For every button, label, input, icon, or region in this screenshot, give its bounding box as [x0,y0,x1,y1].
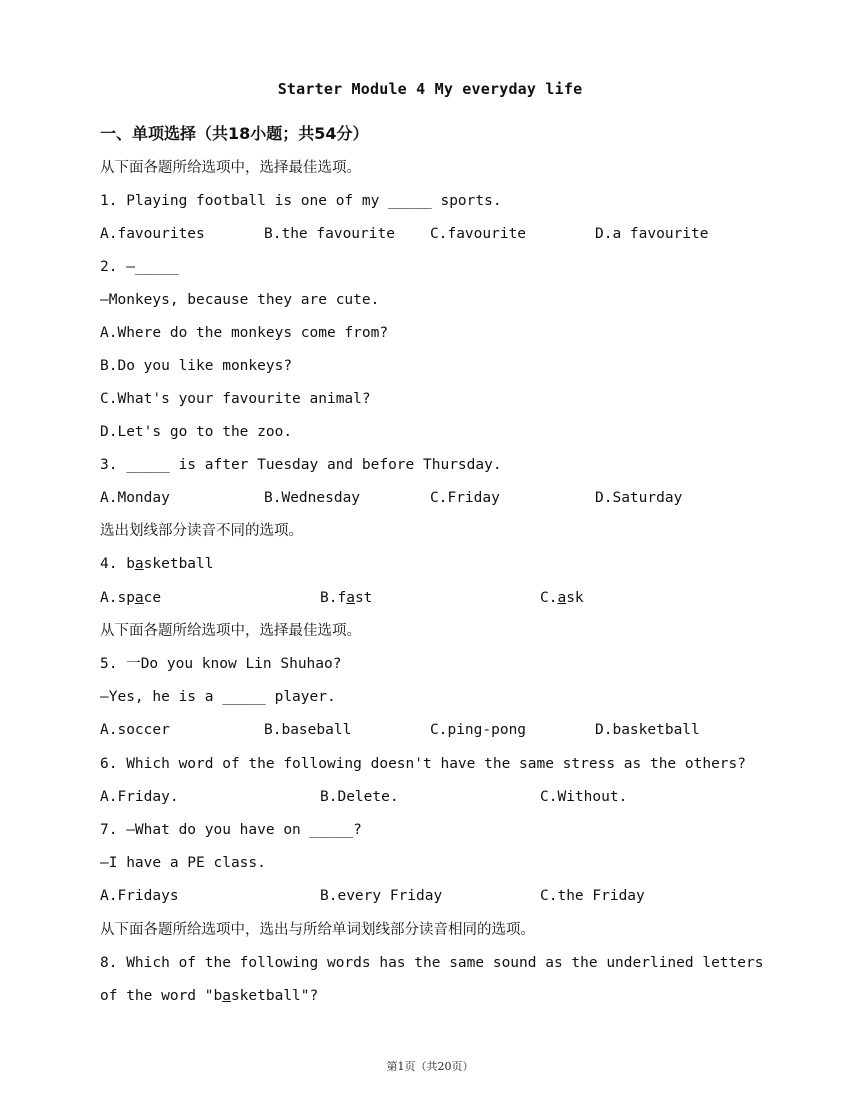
question-6: 6. Which word of the following doesn't have the same stress as the others? [100,756,747,772]
instruction-best-option-2: 从下面各题所给选项中，选择最佳选项。 [100,623,361,639]
q4-option-c [540,588,584,608]
q3-option-a: A.Monday [100,490,170,506]
q5-option-d: D.basketball [595,722,700,738]
q4-prefix: 4. b [100,556,135,572]
question-5: 5. 一Do you know Lin Shuhao? [100,656,342,672]
question-4 [100,554,214,574]
q6-option-b: B.Delete. [320,789,399,805]
q6-option-c: C.Without. [540,789,628,805]
q4-a-post: ce [143,590,162,606]
q6-option-a: A.Friday. [100,789,179,805]
q8-underlined-letter: a [222,988,231,1004]
q4-a-underlined: a [134,590,144,606]
q4-b-underlined: a [346,590,355,606]
question-1: 1. Playing football is one of my _____ sports. [100,193,502,209]
q4-option-a [100,588,161,608]
q2-option-c: C.What's your favourite animal? [100,391,371,407]
q1-option-b: B.the favourite [264,226,395,242]
q4-option-b [320,588,372,608]
instruction-different-sound: 选出划线部分读音不同的选项。 [100,523,303,539]
q7-reply: —I have a PE class. [100,855,266,871]
q5-reply: —Yes, he is a _____ player. [100,689,336,705]
q1-option-c: C.favourite [430,226,527,242]
q3-option-b: B.Wednesday [264,490,361,506]
q3-option-c: C.Friday [430,490,500,506]
section-heading: 一、单项选择（共18小题；共54分） [100,124,369,143]
q4-c-pre: C. [540,590,558,606]
question-3: 3. _____ is after Tuesday and before Thursday. [100,457,502,473]
q7-option-b: B.every Friday [320,888,443,904]
page-title: Starter Module 4 My everyday life [277,80,583,98]
q4-b-pre: B.f [320,590,347,606]
q5-option-a: A.soccer [100,722,170,738]
q2-option-d: D.Let's go to the zoo. [100,424,293,440]
q5-option-c: C.ping-pong [430,722,527,738]
q4-c-underlined: a [557,590,567,606]
page-footer: 第1页（共20页） [386,1060,474,1073]
question-7: 7. —What do you have on _____? [100,822,362,838]
q8-line2-pre: of the word "b [100,988,223,1004]
q1-option-a: A.favourites [100,226,205,242]
q3-option-d: D.Saturday [595,490,683,506]
q4-b-post: st [354,590,373,606]
q7-option-a: A.Fridays [100,888,179,904]
instruction-best-option: 从下面各题所给选项中，选择最佳选项。 [100,160,361,176]
question-2: 2. —_____ [100,259,179,275]
q4-underlined-letter: a [134,556,144,572]
q1-option-d: D.a favourite [595,226,709,242]
q4-suffix: sketball [143,556,214,572]
q2-reply: —Monkeys, because they are cute. [100,292,380,308]
question-8: 8. Which of the following words has the same sound as the underlined letters [100,955,764,971]
instruction-same-sound: 从下面各题所给选项中，选出与所给单词划线部分读音相同的选项。 [100,922,535,938]
q5-option-b: B.baseball [264,722,352,738]
q4-c-post: sk [566,590,584,606]
question-8-line-2 [100,986,318,1006]
q4-a-pre: A.sp [100,590,135,606]
q8-line2-post: sketball"? [230,988,319,1004]
q7-option-c: C.the Friday [540,888,645,904]
q2-option-a: A.Where do the monkeys come from? [100,325,389,341]
q2-option-b: B.Do you like monkeys? [100,358,293,374]
